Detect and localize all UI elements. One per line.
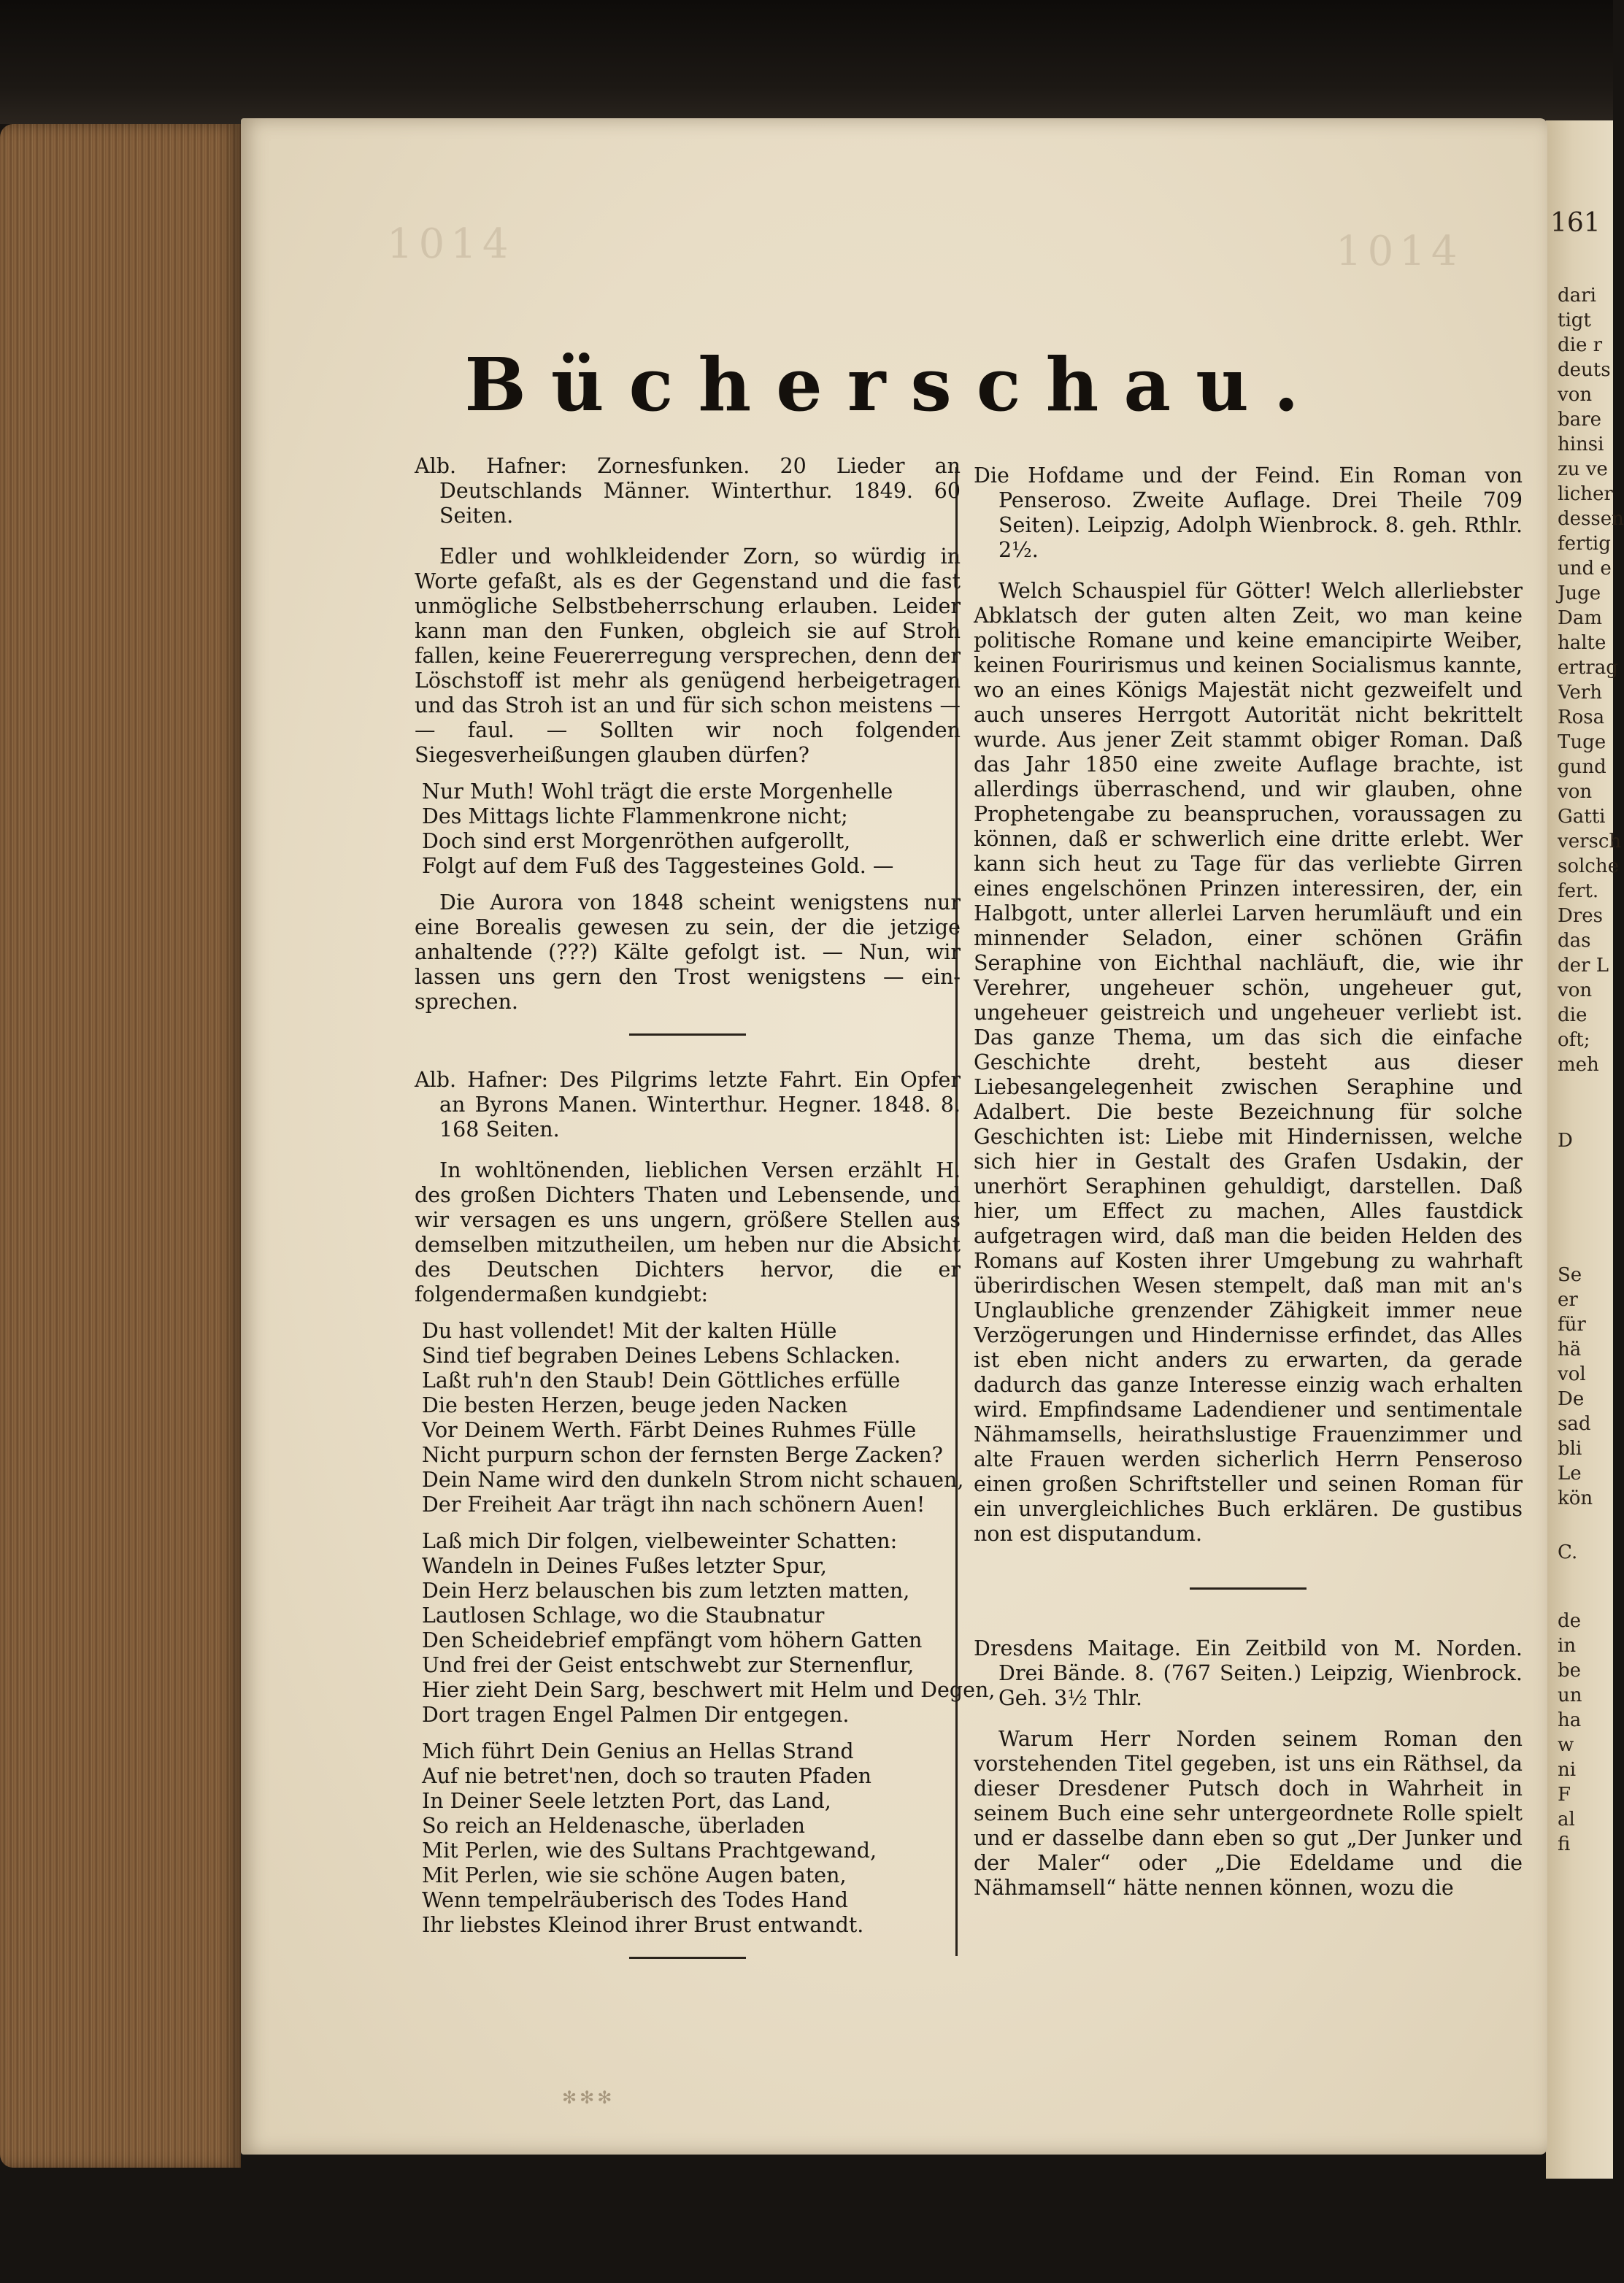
right-page-fragment: die [1558,1004,1588,1026]
right-page-fragment: ni [1558,1759,1577,1781]
right-page-fragment: C. [1558,1541,1578,1563]
right-page-fragment: von [1558,384,1593,406]
right-page-fragment: Rosa [1558,707,1605,728]
right-page-fragment: licher [1558,483,1613,505]
verse-line: Wandeln in Deines Fußes letzter Spur, [422,1554,827,1578]
verse-line: Den Scheidebrief empfängt vom höhern Gatten [422,1628,923,1652]
verse-line: Auf nie betret'nen, doch so trauten Pfaden [422,1764,871,1788]
entry-heading: Dresdens Maitage. Ein Zeitbild von M. Norden. Drei Bände. 8. (767 Seiten.) Leipzig, Wienbrock. Geh. 3½ Thlr. [974,1636,1523,1710]
right-page-fragment: bli [1558,1438,1582,1460]
verse-line: Laß mich Dir folgen, vielbeweinter Schatten: [422,1529,898,1553]
entry-paragraph: Warum Herr Norden seinem Roman den vorstehenden Titel gegeben, ist uns ein Räthsel, da dieser Dresdener Putsch doch in Wahrheit in seinem Buch eine sehr untergeordnete Rolle spielt und er dasselbe dann eben so gut „Der Junker und der Maler“ oder „Die Edeldame und die Nähmamsell“ hätte nennen können, wozu die [974,1727,1523,1900]
right-page-fragment: Dres [1558,905,1604,927]
verse-line: Der Freiheit Aar trägt ihn nach schönern Auen! [422,1493,925,1517]
right-page-fragment: von [1558,781,1593,803]
right-page-fragment: fertig [1558,533,1611,555]
section-separator [629,1957,746,1959]
verse-line: In Deiner Seele letzten Port, das Land, [422,1789,831,1813]
right-page-fragment: solche [1558,855,1620,877]
verse-line: Nur Muth! Wohl trägt die erste Morgenhelle [422,779,893,804]
right-page-fragment: bare [1558,409,1601,431]
verse-line: Laßt ruh'n den Staub! Dein Göttliches erfülle [422,1368,901,1393]
right-page-fragment: die r [1558,334,1603,356]
right-page-fragment: gund [1558,756,1606,778]
right-page-fragment: de [1558,1610,1582,1632]
verse-line: Die besten Herzen, beuge jeden Nacken [422,1393,848,1417]
right-page-fragment: kön [1558,1487,1593,1509]
right-page-fragment: Juge [1558,582,1601,604]
verse-line: Ihr liebstes Kleinod ihrer Brust entwandt. [422,1913,864,1937]
right-page-fragment: un [1558,1685,1582,1706]
right-page-fragment: von [1558,979,1593,1001]
right-page-fragment: sad [1558,1413,1591,1435]
verse-line: So reich an Heldenasche, überladen [422,1814,806,1838]
right-page-fragment: fert. [1558,880,1599,902]
right-page-fragment: dessen [1558,508,1624,530]
verse-line: Hier zieht Dein Sarg, beschwert mit Helm und Degen, [422,1678,996,1702]
entry-paragraph: Welch Schauspiel für Götter! Welch allerliebster Abklatsch der guten alten Zeit, wo man keine politische Romane und keine emancipirte Weiber, keinen Fourirismus und keinen Socialismus kannte, wo an eines Königs Majestät nicht gezweifelt und auch unseres Herrgott Autorität nicht bekrittelt wurde. Aus jener Zeit stammt obiger Roman. Daß das Jahr 1850 eine zweite Auflage brachte, ist allerdings überraschend, und wir glauben, ohne Prophetengabe zu beanspruchen, voraussagen zu können, daß er schwerlich eine dritte erlebt. Wer kann sich heut zu Tage für das verliebte Girren eines engelschönen Prinzen interessiren, der, ein Halbgott, unter allerlei Larven herumläuft und ein minnender Seladon, einer schönen Gräfin Seraphine von Eichthal nachläuft, die, wie ihr Verehrer, ungeheuer schön, ungeheuer gut, ungeheuer geistreich und ungeheuer verliebt ist. Das ganze Thema, um das sich die einfache Geschichte dreht, besteht aus dieser Liebesangelegenheit zwischen Seraphine und Adalbert. Die beste Bezeichnung für solche Geschichten ist: Liebe mit Hindernissen, welche sich hier in Gestalt des Grafen Usdakin, der unerhört Seraphinen gehuldigt, darstellen. Daß hier, um Effect zu machen, Alles faustdick aufgetragen wird, daß man die beiden Helden des Romans auf Kosten ihrer Umgebung zu wahrhaft überirdischen Wesen stempelt, daß man mit an's Unglaubliche grenzender Zähigkeit immer neue Verzögerungen und Hindernisse erfindet, das Alles ist eben nicht anders zu erwarten, da gerade dadurch das ganze Interesse einzig wach erhalten wird. Empfindsame Ladendiener und sentimentale Nähmamsells, heirathslustige Frauenzimmer und alte Frauen werden sicherlich Herrn Penseroso einen großen Schriftsteller und seinen Roman für ein unvergleichliches Buch erklären. De gustibus non est disputandum. [974,579,1523,1546]
right-page-fragment: vol [1558,1363,1586,1385]
verse-line: Dort tragen Engel Palmen Dir entgegen. [422,1703,850,1727]
verse-line: Lautlosen Schlage, wo die Staubnatur [422,1604,825,1628]
right-page-fragment: versch [1558,831,1622,852]
verse-line: Nicht purpurn schon der fernsten Berge Zacken? [422,1443,943,1467]
right-page-fragment: oft; [1558,1029,1590,1051]
right-page-fragment: er [1558,1289,1578,1311]
right-page-fragment: De [1558,1388,1585,1410]
right-page-fragment: be [1558,1660,1582,1682]
verse-line: Dein Name wird den dunkeln Strom nicht schauen, [422,1468,964,1492]
right-page-fragment: D [1558,1130,1573,1152]
verse-line: Vor Deinem Werth. Färbt Deines Ruhmes Fülle [422,1418,917,1442]
right-page-fragment: ha [1558,1709,1582,1731]
verse-line: Sind tief begraben Deines Lebens Schlacken. [422,1344,901,1368]
right-page-fragment: tigt [1558,309,1591,331]
right-page-fragment: für [1558,1314,1586,1336]
review-entry [415,454,961,1015]
right-page-fragment: al [1558,1809,1575,1830]
right-page-fragment: dari [1558,285,1596,307]
verse-line: Und frei der Geist entschwebt zur Sternenflur, [422,1653,915,1677]
right-page-fragment: w [1558,1734,1574,1756]
book-page-edges [0,124,241,2168]
background-top [0,0,1613,124]
bleed-through-number: 1014 [387,220,515,268]
verse-line: Des Mittags lichte Flammenkrone nicht; [422,804,848,828]
entry-heading: Alb. Hafner: Des Pilgrims letzte Fahrt. Ein Opfer an Byrons Manen. Winterthur. Hegner. 1848. 8. 168 Seiten. [415,1068,961,1142]
verse-stanza [415,1529,996,1728]
right-page-fragment: Dam [1558,607,1603,629]
right-page-fragment: deuts [1558,359,1611,381]
review-entry [974,1636,1523,1901]
review-entry [415,1068,996,1938]
right-column [974,463,1523,1912]
right-page-fragment: Verh [1558,682,1602,704]
right-page-strip [1546,120,1624,2179]
right-page-fragment: hinsi [1558,434,1604,455]
right-page-fragment: F [1558,1784,1571,1806]
right-page-fragment: ertrag [1558,657,1618,679]
verse-line: Dein Herz belauschen bis zum letzten matten, [422,1579,910,1603]
entry-paragraph: In wohltönenden, lieblichen Versen erzählt H. des großen Dichters Thaten und Lebensende, und wir versagen es uns ungern, größere Stellen aus demselben mitzutheilen, um heben nur die Absicht des Deutschen Dichters hervor, die er folgendermaßen kundgiebt: [415,1158,961,1306]
right-page-fragment: zu ve [1558,458,1608,480]
right-page-fragment: Le [1558,1463,1582,1485]
right-page-fragment: halte [1558,632,1606,654]
review-entry [974,463,1523,1547]
verse-block [415,779,961,879]
entry-paragraph: Edler und wohlkleidender Zorn, so würdig in Worte gefaßt, als es der Gegenstand und die fast unmögliche Selbstbeherrschung erlauben. Leider kann man den Funken, obgleich sie auf Stroh fallen, keine Feuererregung versprechen, denn der Löschstoff ist mehr als genügend herbeigetragen und das Stroh ist an und für sich schon meistens — — faul. — Sollten wir noch folgenden Siegesverheißungen glauben dürfen? [415,544,961,767]
right-page-fragment: Gatti [1558,806,1606,828]
verse-line: Mich führt Dein Genius an Hellas Strand [422,1739,854,1763]
right-page-fragment: Se [1558,1264,1582,1286]
right-page-fragment: der L [1558,955,1609,977]
verse-line: Wenn tempelräuberisch des Todes Hand [422,1888,848,1912]
right-page-fragment: das [1558,930,1591,952]
right-page-number: 161 [1550,208,1601,238]
verse-line: Mit Perlen, wie sie schöne Augen baten, [422,1863,847,1887]
verse-line: Folgt auf dem Fuß des Taggesteines Gold. — [422,854,894,878]
right-page-fragment: fi [1558,1833,1571,1855]
section-separator [1190,1587,1306,1590]
right-page-fragment: in [1558,1635,1577,1657]
verse-line: Doch sind erst Morgenröthen aufgerollt, [422,829,851,853]
bottom-ornament: ✻✻✻ [562,2087,615,2108]
right-page-fragment: hä [1558,1339,1582,1360]
entry-heading: Alb. Hafner: Zornesfunken. 20 Lieder an Deutschlands Männer. Winterthur. 1849. 60 Seiten. [415,454,961,528]
section-separator [629,1033,746,1036]
right-page-fragment: Tuge [1558,731,1606,753]
verse-stanza [415,1739,961,1938]
bleed-through-number-right: 1014 [1336,228,1463,275]
entry-paragraph: Die Aurora von 1848 scheint wenigstens nur eine Borealis gewesen zu sein, der die jetzige anhaltende (???) Kälte gefolgt ist. — Nun, wir lassen uns gern den Trost wenigstens — ein-sprechen. [415,890,961,1014]
verse-stanza [415,1319,964,1517]
verse-line: Mit Perlen, wie des Sultans Prachtgewand, [422,1839,877,1863]
page-title: Bücherschau. [464,342,1324,428]
verse-line: Du hast vollendet! Mit der kalten Hülle [422,1319,837,1343]
right-page-fragment: und e [1558,558,1612,580]
left-column [415,454,996,1991]
right-page-fragment: meh [1558,1054,1599,1076]
entry-heading: Die Hofdame und der Feind. Ein Roman von Penseroso. Zweite Auflage. Drei Theile 709 Seiten). Leipzig, Adolph Wienbrock. 8. geh. Rthlr. 2½. [974,463,1523,562]
